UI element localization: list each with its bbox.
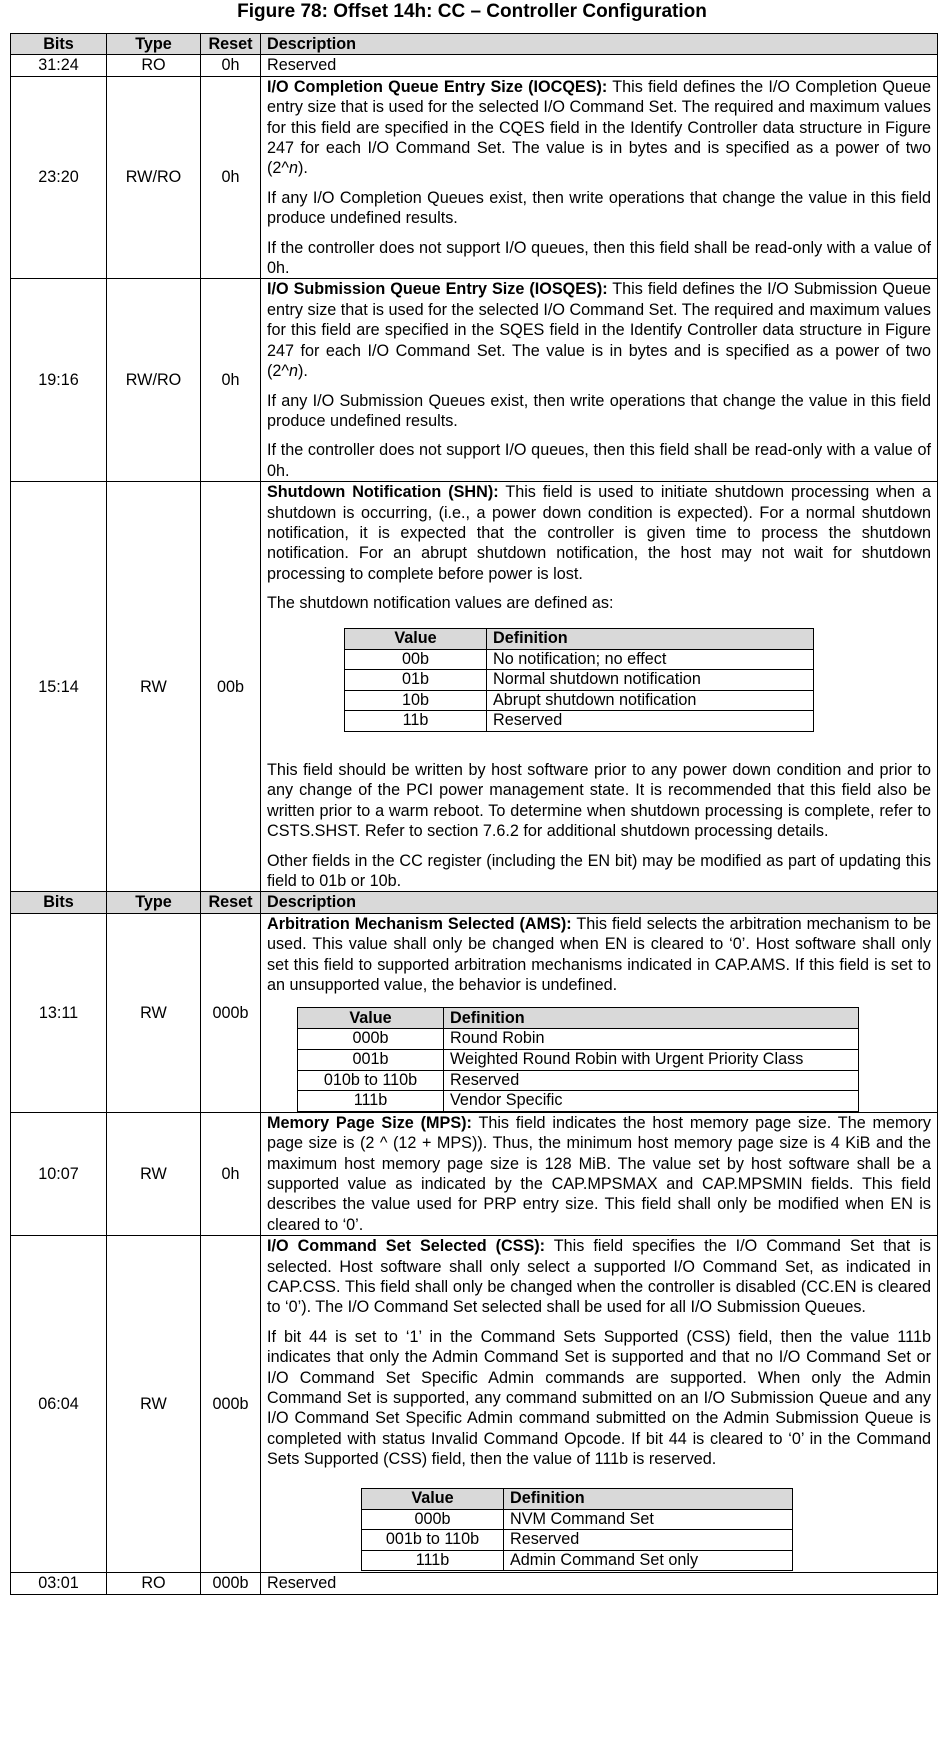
definition-cell: Round Robin: [444, 1029, 859, 1050]
value-cell: 10b: [345, 690, 487, 711]
field-name: Shutdown Notification (SHN):: [267, 483, 499, 502]
value-header: Value: [362, 1488, 504, 1509]
table-row: [11, 913, 938, 1112]
type-cell: RW: [107, 1236, 201, 1573]
type-cell: RO: [107, 1573, 201, 1594]
bits-cell: 23:20: [11, 76, 107, 279]
field-name: I/O Completion Queue Entry Size (IOCQES):: [267, 77, 608, 96]
value-row: [298, 1029, 859, 1050]
value-row: [298, 1091, 859, 1112]
register-table: [10, 33, 938, 1595]
sub-header-row: [362, 1488, 793, 1509]
description-paragraph: If any I/O Submission Queues exist, then write operations that change the value in this field produce undefined results.: [267, 391, 931, 430]
description-paragraph: If the controller does not support I/O queues, then this field shall be read-only with a value of 0h.: [267, 238, 931, 278]
bits-header: Bits: [11, 34, 107, 55]
bits-header: Bits: [11, 892, 107, 913]
type-cell: RW: [107, 482, 201, 892]
definition-cell: Admin Command Set only: [504, 1550, 793, 1571]
definition-cell: Reserved: [504, 1530, 793, 1551]
description-paragraph: [267, 482, 931, 584]
shn-values-table: [344, 628, 814, 732]
definition-cell: Vendor Specific: [444, 1091, 859, 1112]
table-row: [11, 55, 938, 76]
bits-cell: 10:07: [11, 1112, 107, 1235]
value-row: [298, 1070, 859, 1091]
description-cell: [261, 76, 938, 279]
field-name: I/O Submission Queue Entry Size (IOSQES):: [267, 280, 608, 299]
field-name: Memory Page Size (MPS):: [267, 1113, 472, 1132]
definition-header: Definition: [504, 1488, 793, 1509]
reset-cell: 0h: [201, 76, 261, 279]
type-cell: RW: [107, 1112, 201, 1235]
description-cell: Reserved: [261, 1573, 938, 1594]
value-row: [345, 649, 814, 670]
description-paragraph: [267, 77, 931, 179]
value-row: [362, 1509, 793, 1530]
description-text: This field defines the I/O Submission Queue entry size that is used for the selected I/O Command Set. The required and maximum values for this field are specified in the SQES field in the Identify Controller data structure in Figure 247 for each I/O Command Set. The value is in bytes and is specified as a power of two (2^: [267, 280, 931, 381]
reset-cell: 00b: [201, 482, 261, 892]
description-text: This field specifies the I/O Command Set that is selected. Host software shall only select a supported I/O Command Set, as indicated in CAP.CSS. This field shall only be changed when the controller is disabled (CC.EN is cleared to ‘0’). The I/O Command Set selected shall be used for all I/O Submission Queues.: [267, 1237, 931, 1317]
description-paragraph: If bit 44 is set to ‘1’ in the Command Sets Supported (CSS) field, then the value 111b indicates that only the Admin Command Set is supported and that no I/O Command Set or I/O Command Set Specific Admin commands are supported. When only the Admin Command Set is supported, any command submitted on an I/O Submission Queue and any I/O Command Set Specific Admin command submitted on the Admin Submission Queue is completed with status Invalid Command Opcode. If bit 44 is cleared to ‘0’ in the Command Sets Supported (CSS) field, then the value of 111b is reserved.: [267, 1327, 931, 1469]
description-paragraph: If any I/O Completion Queues exist, then write operations that change the value in this field produce undefined results.: [267, 188, 931, 228]
value-cell: 010b to 110b: [298, 1070, 444, 1091]
definition-cell: Reserved: [444, 1070, 859, 1091]
description-text: ).: [298, 362, 308, 381]
bits-cell: 13:11: [11, 913, 107, 1112]
description-cell: [261, 279, 938, 482]
reset-cell: 000b: [201, 913, 261, 1112]
sub-header-row: [298, 1008, 859, 1029]
description-cell: Reserved: [261, 55, 938, 76]
value-cell: 000b: [362, 1509, 504, 1530]
description-paragraph: [267, 914, 931, 996]
table-row: [11, 1236, 938, 1573]
ams-values-table: [297, 1007, 859, 1111]
definition-cell: Abrupt shutdown notification: [487, 690, 814, 711]
value-cell: 111b: [298, 1091, 444, 1112]
reset-header: Reset: [201, 892, 261, 913]
value-row: [345, 690, 814, 711]
value-cell: 11b: [345, 711, 487, 732]
type-header: Type: [107, 892, 201, 913]
reset-cell: 0h: [201, 55, 261, 76]
value-header: Value: [298, 1008, 444, 1029]
header-row: [11, 34, 938, 55]
css-values-table: [361, 1488, 793, 1572]
description-cell: [261, 482, 938, 892]
description-text: ).: [298, 159, 308, 178]
type-header: Type: [107, 34, 201, 55]
value-row: [362, 1550, 793, 1571]
description-text: This field defines the I/O Completion Queue entry size that is used for the selected I/O Command Set. The required and maximum values for this field are specified in the CQES field in the Identify Controller data structure in Figure 247 for each I/O Command Set. The value is in bytes and is specified as a power of two (2^: [267, 77, 932, 178]
table-row: [11, 279, 938, 482]
reset-cell: 000b: [201, 1236, 261, 1573]
definition-cell: Weighted Round Robin with Urgent Priority Class: [444, 1050, 859, 1071]
type-cell: RW: [107, 913, 201, 1112]
value-cell: 00b: [345, 649, 487, 670]
description-header: Description: [261, 892, 938, 913]
value-cell: 111b: [362, 1550, 504, 1571]
type-cell: RW/RO: [107, 76, 201, 279]
bits-cell: 06:04: [11, 1236, 107, 1573]
description-text: This field selects the arbitration mechanism to be used. This value shall only be changed when EN is cleared to ‘0’. Host software shall only set this field to supported arbitration mechanisms indicated in CAP.AMS. If this field is set to an unsupported value, the behavior is undefined.: [267, 914, 931, 994]
exponent-variable: n: [289, 159, 299, 178]
value-row: [345, 711, 814, 732]
bits-cell: 31:24: [11, 55, 107, 76]
description-text: This field is used to initiate shutdown processing when a shutdown is occurring, (i.e., a power down condition is expected). For a normal shutdown notification, it is expected that the controller is given time to process the shutdown notification. For an abrupt shutdown notification, the host may not wait for shutdown processing to complete before power is lost.: [267, 483, 931, 583]
table-row: [11, 1112, 938, 1235]
type-cell: RW/RO: [107, 279, 201, 482]
table-row: [11, 482, 938, 892]
type-cell: RO: [107, 55, 201, 76]
description-paragraph: The shutdown notification values are defined as:: [267, 594, 614, 613]
description-text: This field indicates the host memory page size. The memory page size is (2 ^ (12 + MPS)). Thus, the minimum host memory page size is 4 KiB and the maximum host memory page size is 128 MiB. The value set by host software shall be a supported value as indicated by the CAP.MPSMAX and CAP.MPSMIN fields. This field describes the value used for PRP entry size. This field shall only be modified when EN is cleared to ‘0’.: [267, 1113, 931, 1234]
value-cell: 001b: [298, 1050, 444, 1071]
definition-cell: No notification; no effect: [487, 649, 814, 670]
table-row: [11, 76, 938, 279]
field-name: I/O Command Set Selected (CSS):: [267, 1237, 546, 1256]
definition-cell: NVM Command Set: [504, 1509, 793, 1530]
exponent-variable: n: [289, 362, 299, 381]
bits-cell: 03:01: [11, 1573, 107, 1594]
bits-cell: 15:14: [11, 482, 107, 892]
value-row: [362, 1530, 793, 1551]
value-cell: 001b to 110b: [362, 1530, 504, 1551]
description-cell: [261, 1112, 938, 1235]
bits-cell: 19:16: [11, 279, 107, 482]
value-cell: 000b: [298, 1029, 444, 1050]
field-name: Arbitration Mechanism Selected (AMS):: [267, 914, 572, 933]
table-row: [11, 1573, 938, 1594]
reset-header: Reset: [201, 34, 261, 55]
figure-title: Figure 78: Offset 14h: CC – Controller Configuration: [237, 1, 707, 22]
description-paragraph: This field should be written by host software prior to any power down condition and prior to any change of the PCI power management state. It is recommended that this field also be written prior to a warm reboot. To determine when shutdown processing is complete, refer to CSTS.SHST. Refer to section 7.6.2 for additional shutdown processing details.: [267, 760, 931, 841]
description-cell: [261, 913, 938, 1112]
definition-header: Definition: [444, 1008, 859, 1029]
header-row: [11, 892, 938, 913]
reset-cell: 0h: [201, 1112, 261, 1235]
description-cell: [261, 1236, 938, 1573]
definition-header: Definition: [487, 628, 814, 649]
value-header: Value: [345, 628, 487, 649]
value-row: [298, 1050, 859, 1071]
description-paragraph: [267, 1236, 931, 1318]
description-paragraph: If the controller does not support I/O queues, then this field shall be read-only with a value of 0h.: [267, 441, 931, 480]
description-paragraph: [267, 1113, 931, 1235]
value-cell: 01b: [345, 670, 487, 691]
value-row: [345, 670, 814, 691]
sub-header-row: [345, 628, 814, 649]
reset-cell: 0h: [201, 279, 261, 482]
description-header: Description: [261, 34, 938, 55]
description-paragraph: [267, 279, 931, 381]
definition-cell: Normal shutdown notification: [487, 670, 814, 691]
reset-cell: 000b: [201, 1573, 261, 1594]
definition-cell: Reserved: [487, 711, 814, 732]
description-paragraph: Other fields in the CC register (including the EN bit) may be modified as part of updating this field to 01b or 10b.: [267, 851, 931, 890]
